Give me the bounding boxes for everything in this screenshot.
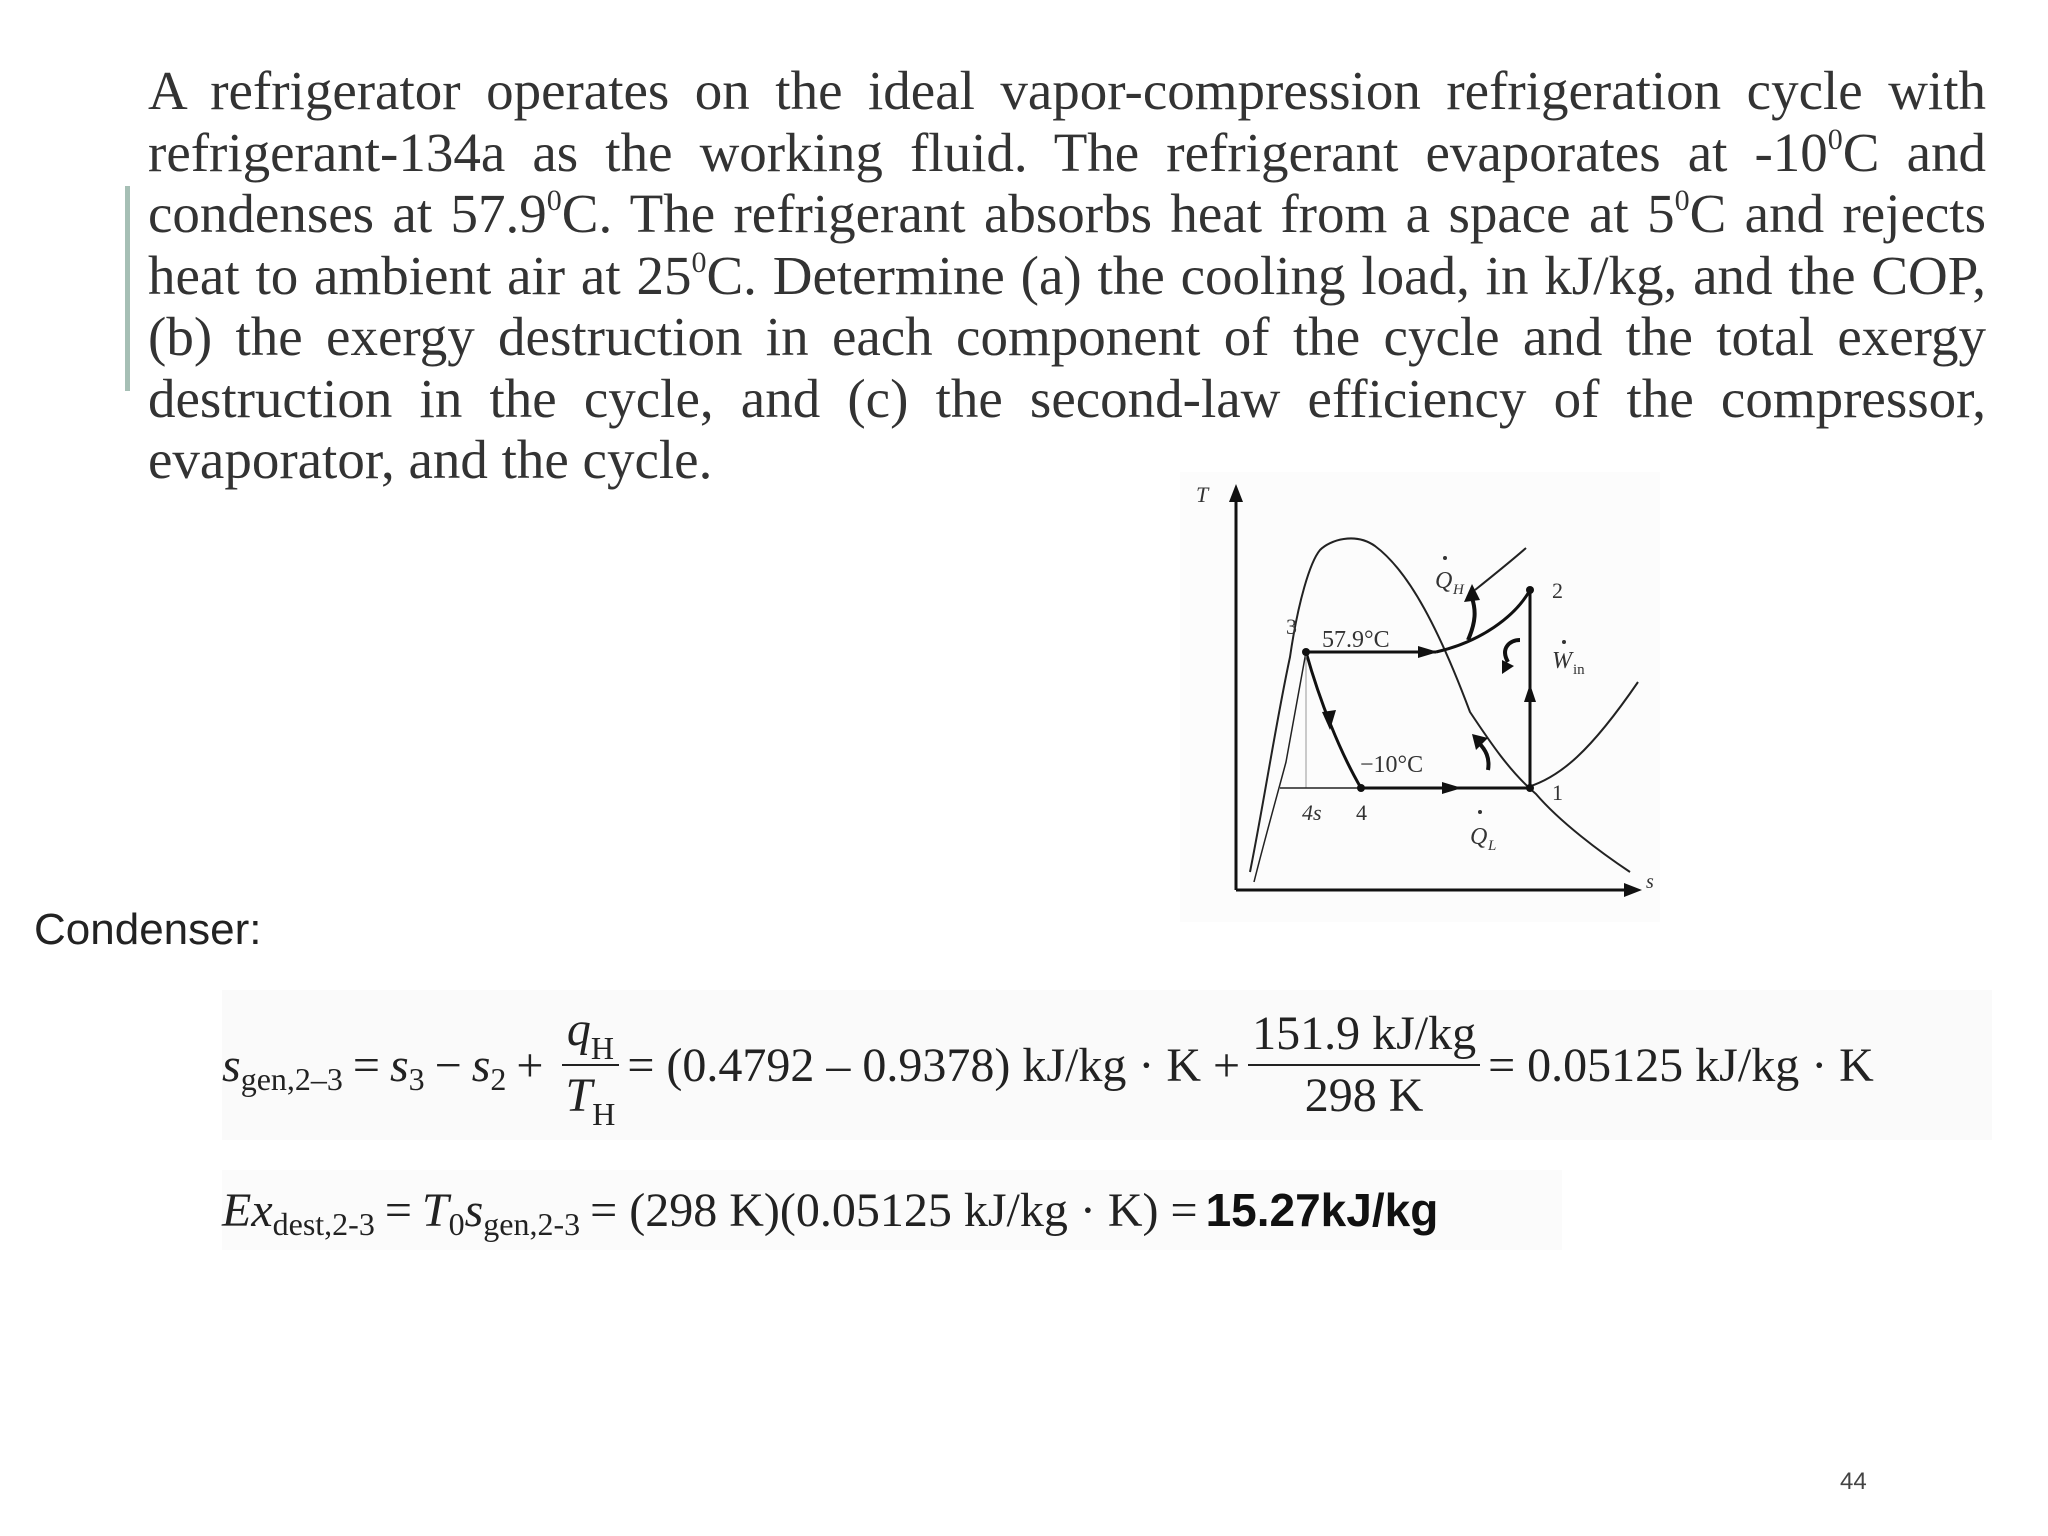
win-arrow xyxy=(1505,640,1520,662)
state-point-2 xyxy=(1526,586,1534,594)
sgen-subscript-2: gen,2-3 xyxy=(483,1205,581,1242)
qh-numerator-sub: H xyxy=(590,1030,614,1066)
heat-over-temp-fraction xyxy=(1248,1004,1480,1126)
evaporator-arrow xyxy=(1442,782,1462,794)
qh-arrow xyxy=(1468,598,1475,640)
s2-subscript: 2 xyxy=(490,1060,507,1097)
sgen-symbol-2: s xyxy=(464,1183,484,1237)
heat-numerator: 151.9 kJ/kg xyxy=(1252,1007,1477,1060)
equals-sign-2: = xyxy=(384,1183,412,1237)
state-point-3 xyxy=(1302,648,1310,656)
exergy-calculation: = (298 K)(0.05125 kJ/kg · K) = xyxy=(590,1183,1198,1237)
exergy-destruction-equation xyxy=(222,1170,1562,1250)
win-sub-label: in xyxy=(1573,662,1585,678)
t-axis-label: T xyxy=(1196,482,1209,507)
low-temp-label: −10°C xyxy=(1360,752,1424,778)
ts-diagram xyxy=(1180,472,1660,922)
ex-symbol: Ex xyxy=(222,1183,273,1237)
point-4-label: 4 xyxy=(1356,800,1367,825)
accent-bar xyxy=(125,186,130,391)
high-temp-label: 57.9°C xyxy=(1322,627,1390,653)
state-point-4 xyxy=(1357,784,1365,792)
equals-sign: = xyxy=(352,1038,380,1092)
qh-dot xyxy=(1443,556,1447,560)
s2-symbol: s xyxy=(471,1038,491,1092)
low-pressure-isobar xyxy=(1528,682,1638,787)
plus-sign: + xyxy=(516,1038,544,1092)
win-arrow-head xyxy=(1502,660,1514,674)
qh-over-th-fraction xyxy=(562,1000,620,1130)
th-denominator: T xyxy=(565,1069,593,1122)
section-heading: Condenser: xyxy=(34,905,262,954)
th-denominator-sub: H xyxy=(592,1096,616,1132)
point-2-label: 2 xyxy=(1552,578,1563,603)
condenser-arrow xyxy=(1418,646,1438,658)
minus-sign: − xyxy=(434,1038,462,1092)
subcooled-line xyxy=(1254,652,1306,882)
ql-dot xyxy=(1478,810,1482,814)
ql-sub-label: L xyxy=(1488,838,1497,854)
entropy-difference: = (0.4792 – 0.9378) kJ/kg · K + xyxy=(627,1038,1241,1092)
page-number: 44 xyxy=(1840,1468,1867,1495)
desuperheat-line xyxy=(1436,590,1530,652)
compressor-arrow xyxy=(1524,684,1536,702)
ql-label: Q xyxy=(1470,824,1488,850)
high-pressure-isobar xyxy=(1475,548,1526,590)
throttling-line xyxy=(1306,652,1361,788)
qh-sub-label: H xyxy=(1453,582,1464,598)
t0-symbol: T xyxy=(421,1183,449,1237)
sgen-result: = 0.05125 kJ/kg · K xyxy=(1488,1038,1874,1092)
sgen-symbol: s xyxy=(222,1038,241,1092)
qh-label: Q xyxy=(1435,568,1453,594)
sgen-subscript: gen,2–3 xyxy=(240,1060,343,1097)
point-4s-label: 4s xyxy=(1302,800,1322,825)
s-axis-label: s xyxy=(1646,871,1654,893)
t0-subscript: 0 xyxy=(448,1205,465,1242)
win-label: W xyxy=(1552,648,1572,674)
point-3-label: 3 xyxy=(1286,614,1297,639)
s3-symbol: s xyxy=(389,1038,409,1092)
entropy-generation-equation xyxy=(222,990,1992,1140)
exergy-result: 15.27kJ/kg xyxy=(1205,1184,1439,1236)
t-axis-arrow xyxy=(1229,484,1243,502)
state-point-1 xyxy=(1526,784,1534,792)
temp-denominator: 298 K xyxy=(1304,1069,1424,1122)
point-1-label: 1 xyxy=(1552,780,1563,805)
s-axis-arrow xyxy=(1624,883,1642,897)
problem-statement: A refrigerator operates on the ideal vapor-compression refrigeration cycle with refrigerant-134a as the working fluid. The refrigerant evaporates at $-10^0C$ and condenses at 57.9$^0$C. The refrigerant absorbs heat from a space at $5^0C$ and rejects heat to ambient air at $25^0C$. Determine (a) the cooling load, in kJ/kg, and the COP, (b) the exergy destruction in each component of the cycle and the total exergy destruction in the cycle, and (c) the second-law efficiency of the compressor, evaporator, and the cycle. xyxy=(148,60,1986,490)
expansion-arrow xyxy=(1322,710,1336,730)
s3-subscript: 3 xyxy=(408,1060,425,1097)
ex-subscript: dest,2-3 xyxy=(272,1205,375,1242)
win-dot xyxy=(1562,640,1566,644)
qh-numerator: q xyxy=(566,1003,591,1056)
